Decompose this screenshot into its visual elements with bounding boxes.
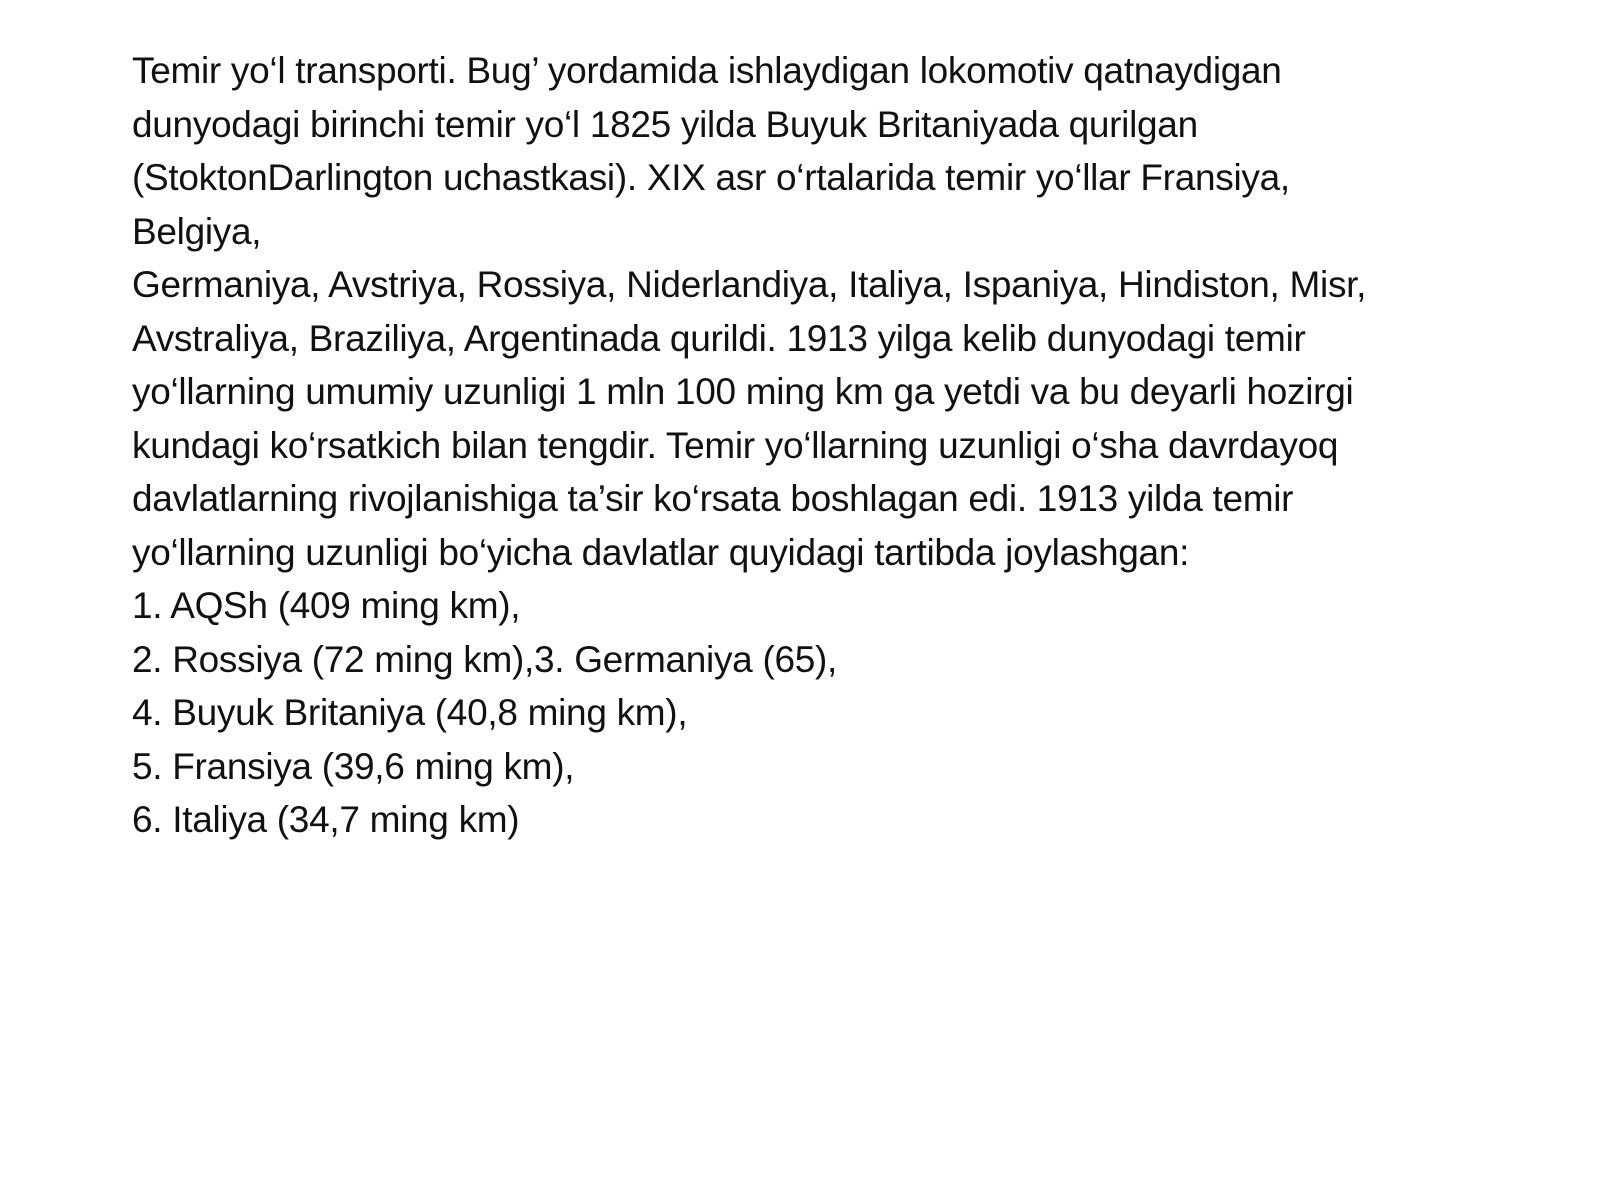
paragraph-line: dunyodagi birinchi temir yo‘l 1825 yilda Buyuk Britaniyada qurilgan: [132, 103, 1198, 145]
paragraph-line: (StoktonDarlington uchastkasi). XIX asr o‘rtalarida temir yo‘llar Fransiya,: [132, 157, 1290, 198]
paragraph-line: yo‘llarning umumiy uzunligi 1 mln 100 ming km ga yetdi va bu deyarli hozirgi: [132, 371, 1354, 412]
paragraph-line: davlatlarning rivojlanishiga ta’sir ko‘rsata boshlagan edi. 1913 yilda temir: [132, 478, 1294, 519]
list-item: 5. Fransiya (39,6 ming km),: [132, 745, 575, 787]
paragraph-line: Temir yo‘l transporti. Bug’ yordamida ishlaydigan lokomotiv qatnaydigan: [132, 50, 1282, 91]
paragraph-line: yo‘llarning uzunligi bo‘yicha davlatlar quyidagi tartibda joylashgan:: [132, 531, 1190, 573]
list-item: 2. Rossiya (72 ming km),3. Germaniya (65),: [132, 638, 838, 680]
paragraph-line: Germaniya, Avstriya, Rossiya, Niderlandiya, Italiya, Ispaniya, Hindiston, Misr,: [132, 264, 1367, 305]
text-body: [132, 44, 1552, 847]
list-item: 4. Buyuk Britaniya (40,8 ming km),: [132, 692, 688, 733]
paragraph-line: Belgiya,: [132, 210, 262, 252]
list-item: 6. Italiya (34,7 ming km): [132, 799, 520, 840]
paragraph-line: Avstraliya, Braziliya, Argentinada qurildi. 1913 yilga kelib dunyodagi temir: [132, 317, 1306, 359]
list-item: 1. AQSh (409 ming km),: [132, 585, 521, 626]
paragraph-line: kundagi ko‘rsatkich bilan tengdir. Temir yo‘llarning uzunligi o‘sha davrdayoq: [132, 424, 1339, 466]
